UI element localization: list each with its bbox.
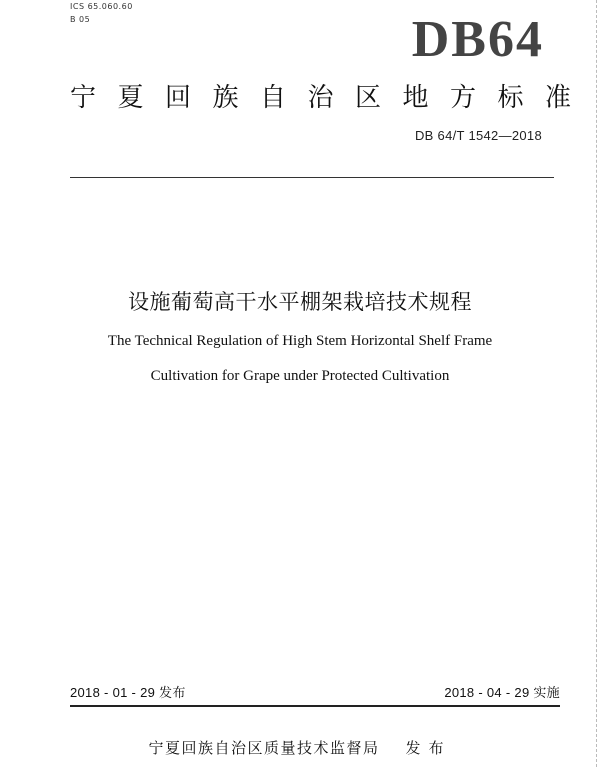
title-chinese: 设施葡萄高干水平棚架栽培技术规程 <box>128 290 472 314</box>
scan-edge-line <box>596 0 597 767</box>
issuer-name: 宁夏回族自治区质量技术监督局 <box>148 739 380 757</box>
ics-code: ICS 65.060.60 <box>70 2 133 11</box>
issue-date: 2018 - 01 - 29 发布 <box>70 685 186 700</box>
header-divider <box>70 177 554 178</box>
standard-category: 宁夏回族自治区地方标准 <box>70 83 593 113</box>
title-english-line-1: The Technical Regulation of High Stem Horizontal Shelf Frame <box>107 333 493 349</box>
footer-divider <box>70 705 560 707</box>
standard-number: DB 64/T 1542—2018 <box>414 128 542 143</box>
issuer-block <box>0 738 600 758</box>
classification-codes <box>70 0 133 26</box>
title-english-line-2: Cultivation for Grape under Protected Cultivation <box>150 368 450 384</box>
db64-logo: DB64 <box>411 11 544 68</box>
effective-date: 2018 - 04 - 29 实施 <box>444 685 560 700</box>
publish-label: 发布 <box>405 739 452 757</box>
ccs-code: B 05 <box>70 15 91 24</box>
